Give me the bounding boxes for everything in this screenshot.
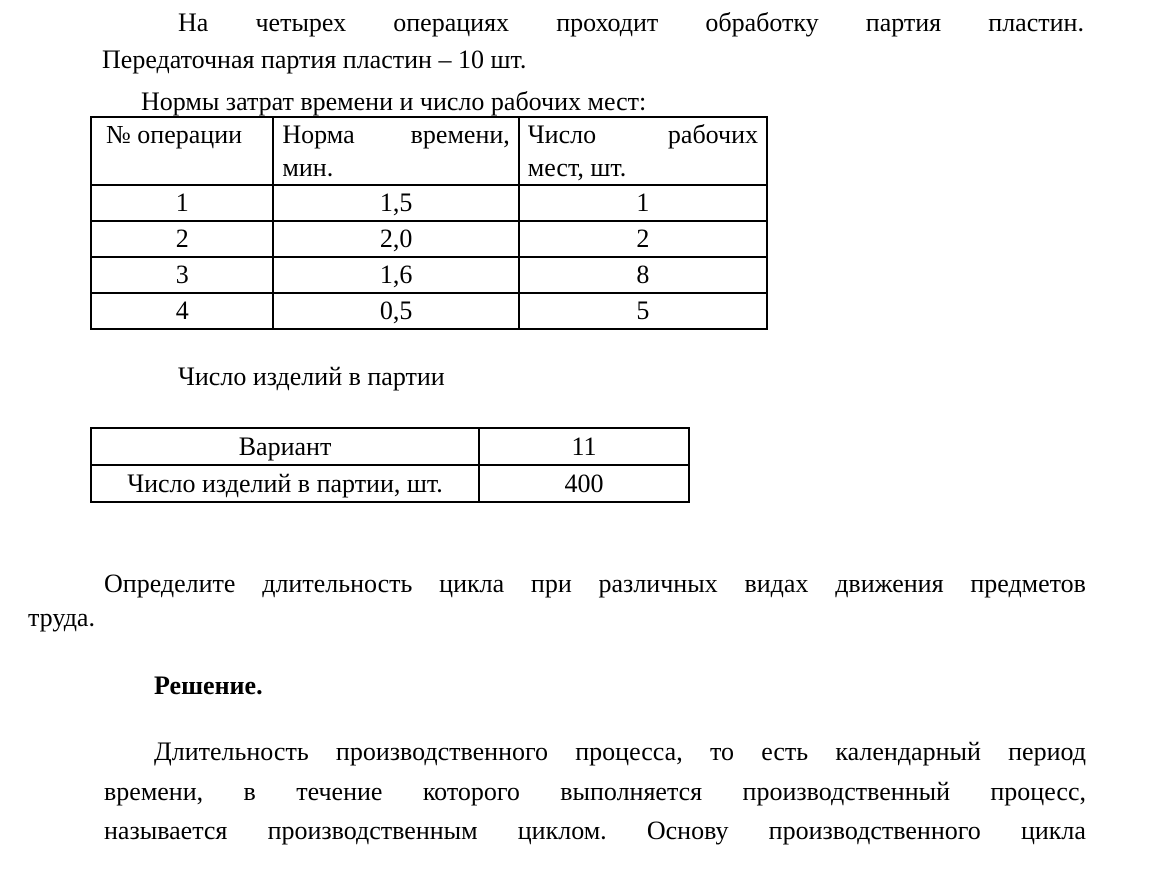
word: движения: [835, 569, 944, 598]
norms-table: [90, 116, 768, 330]
cell-time: 1,6: [273, 257, 518, 293]
header-operation: № операции: [91, 117, 273, 185]
word: предметов: [970, 569, 1086, 598]
word: производственным: [267, 816, 478, 845]
solution-line-2: [104, 773, 1086, 811]
cell-operation: 3: [91, 257, 273, 293]
word: есть: [761, 737, 809, 766]
header-part: рабочих: [667, 120, 758, 149]
word: при: [530, 569, 572, 598]
cell-places: 2: [519, 221, 767, 257]
solution-line-3: [104, 812, 1086, 850]
table-row: [91, 428, 689, 465]
table-row: [91, 465, 689, 502]
header-part: Число: [527, 120, 597, 149]
table-row: [91, 221, 767, 257]
header-part: мин.: [282, 153, 334, 182]
word: проходит: [556, 8, 659, 37]
table-header-row: [91, 117, 767, 185]
cell-time: 2,0: [273, 221, 518, 257]
word: цикла: [439, 569, 505, 598]
cell-operation: 2: [91, 221, 273, 257]
cell-time: 0,5: [273, 293, 518, 329]
word: На: [178, 8, 209, 37]
word: Длительность: [154, 737, 309, 766]
word: времени,: [104, 777, 204, 806]
task-line-1: [104, 565, 1086, 603]
word: обработку: [705, 8, 819, 37]
word: Основу: [646, 816, 729, 845]
word: календарный: [835, 737, 981, 766]
cell-places: 5: [519, 293, 767, 329]
intro-line-3: Нормы затрат времени и число рабочих мест:: [141, 87, 647, 116]
word: течение: [296, 777, 383, 806]
task-line-2: труда.: [28, 603, 95, 632]
word: партия: [865, 8, 942, 37]
header-workplaces: [519, 117, 767, 185]
solution-heading: Решение.: [154, 671, 263, 700]
intro-line-1: [178, 4, 1084, 42]
word: четырех: [255, 8, 347, 37]
header-time-norm: [273, 117, 518, 185]
word: операциях: [393, 8, 510, 37]
cell-count-label: Число изделий в партии, шт.: [91, 465, 479, 502]
batch-caption: Число изделий в партии: [178, 362, 445, 391]
word: производственный: [742, 777, 950, 806]
cell-variant-value: 11: [479, 428, 689, 465]
solution-line-1: [154, 733, 1086, 771]
cell-operation: 1: [91, 185, 273, 221]
table-row: [91, 185, 767, 221]
word: Определите: [104, 569, 236, 598]
word: выполняется: [560, 777, 703, 806]
cell-variant-label: Вариант: [91, 428, 479, 465]
word: производственного: [335, 737, 549, 766]
word: циклом.: [517, 816, 607, 845]
word: различных: [598, 569, 718, 598]
word: период: [1008, 737, 1086, 766]
cell-places: 1: [519, 185, 767, 221]
word: видах: [744, 569, 809, 598]
header-part: мест, шт.: [527, 153, 627, 182]
cell-time: 1,5: [273, 185, 518, 221]
word: длительность: [262, 569, 413, 598]
word: то: [709, 737, 734, 766]
table-row: [91, 293, 767, 329]
cell-places: 8: [519, 257, 767, 293]
cell-operation: 4: [91, 293, 273, 329]
word: в: [243, 777, 256, 806]
table-row: [91, 257, 767, 293]
word: пластин.: [988, 8, 1084, 37]
cell-count-value: 400: [479, 465, 689, 502]
word: процесса,: [575, 737, 683, 766]
variant-table: [90, 427, 690, 503]
word: называется: [104, 816, 228, 845]
header-part: Норма: [282, 120, 355, 149]
intro-line-2: Передаточная партия пластин – 10 шт.: [102, 45, 527, 74]
word: процесс,: [990, 777, 1086, 806]
header-part: времени,: [410, 120, 510, 149]
word: производственного: [768, 816, 981, 845]
word: которого: [422, 777, 520, 806]
word: цикла: [1020, 816, 1086, 845]
